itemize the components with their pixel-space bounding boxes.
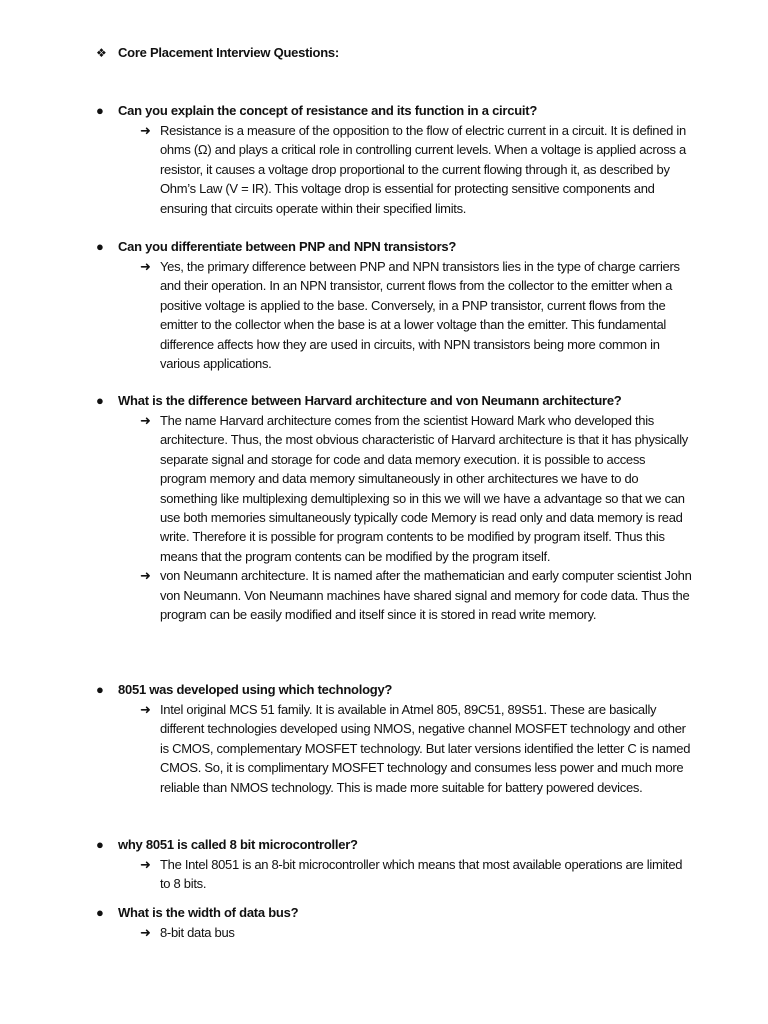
document-title: Core Placement Interview Questions:	[118, 45, 339, 60]
arrow-right-icon: ➜	[140, 925, 151, 940]
question-text: Can you explain the concept of resistance and its function in a circuit?	[118, 103, 538, 118]
answer-item	[140, 257, 692, 373]
question-text: why 8051 is called 8 bit microcontroller?	[118, 837, 358, 852]
answer-item	[140, 566, 692, 624]
question-heading	[96, 835, 736, 854]
answer-item	[140, 923, 692, 942]
bullet-icon: ●	[96, 103, 104, 118]
question-heading	[96, 903, 736, 922]
arrow-right-icon: ➜	[140, 857, 151, 872]
question-block	[96, 391, 736, 624]
question-text: 8051 was developed using which technology?	[118, 682, 393, 697]
question-text: What is the width of data bus?	[118, 905, 299, 920]
answer-text: Resistance is a measure of the opposition to the flow of electric current in a circuit. It is defined in ohms (Ω) and plays a critical role in controlling current levels. When a voltage is applied across a resistor, it causes a voltage drop proportional to the current flowing through it, as described by Ohm’s Law (V = IR). This voltage drop is essential for protecting sensitive components and ensuring that circuits operate within their specified limits.	[160, 123, 686, 216]
question-block	[96, 903, 736, 942]
bullet-icon: ●	[96, 837, 104, 852]
question-text: Can you differentiate between PNP and NPN transistors?	[118, 239, 457, 254]
arrow-right-icon: ➜	[140, 123, 151, 138]
arrow-right-icon: ➜	[140, 568, 151, 584]
answer-text: 8-bit data bus	[160, 925, 235, 940]
question-heading	[96, 237, 736, 256]
answer-text: The name Harvard architecture comes from the scientist Howard Mark who developed this architecture. Thus, the most obvious characteristic of Harvard architecture is that it has physically separate signal and storage for code and data memory execution. it is possible to access program memory and data memory simultaneously in other architectures we have to do something like multiplexing demultiplexing so in this we will we have a advantage so that we can use both memories simultaneously typically code Memory is read only and data memory is read write. Therefore it is possible for program contents to be modified by program itself. Thus this means that the program contents can be modified by the program itself.	[160, 413, 688, 564]
bullet-icon: ●	[96, 905, 104, 920]
diamond-bullet-icon: ❖	[96, 46, 107, 60]
answer-item	[140, 121, 692, 218]
answer-item	[140, 411, 692, 566]
question-heading	[96, 101, 736, 120]
question-heading	[96, 680, 736, 699]
answer-item	[140, 855, 692, 894]
question-heading	[96, 391, 736, 410]
question-text: What is the difference between Harvard architecture and von Neumann architecture?	[118, 393, 622, 408]
arrow-right-icon: ➜	[140, 413, 151, 428]
answer-text: The Intel 8051 is an 8-bit microcontroller which means that most available operations are limited to 8 bits.	[160, 857, 683, 892]
question-block	[96, 835, 736, 894]
arrow-right-icon: ➜	[140, 259, 151, 274]
bullet-icon: ●	[96, 682, 104, 697]
question-block	[96, 680, 736, 797]
document-title-row	[96, 43, 339, 63]
answer-item	[140, 700, 692, 797]
answer-text: von Neumann architecture. It is named after the mathematician and early computer scientist John von Neumann. Von Neumann machines have shared signal and memory for code data. Thus the program can be easily modified and itself since it is stored in read write memory.	[160, 568, 692, 623]
bullet-icon: ●	[96, 239, 104, 254]
question-block	[96, 101, 736, 218]
answer-text: Intel original MCS 51 family. It is available in Atmel 805, 89C51, 89S51. These are basically different technologies developed using NMOS, negative channel MOSFET technology and other is CMOS, complementary MOSFET technology. But later versions identified the letter C is named CMOS. So, it is complimentary MOSFET technology and consumes less power and much more reliable than NMOS technology. This is made more suitable for battery powered devices.	[160, 702, 691, 795]
arrow-right-icon: ➜	[140, 702, 151, 717]
bullet-icon: ●	[96, 393, 104, 408]
answer-text: Yes, the primary difference between PNP and NPN transistors lies in the type of charge carriers and their operation. In an NPN transistor, current flows from the collector to the emitter when a positive voltage is applied to the base. Conversely, in a PNP transistor, current flows from the emitter to the collector when the base is at a lower voltage than the emitter. This fundamental difference affects how they are used in circuits, with NPN transistors being more common in various applications.	[160, 259, 680, 372]
question-block	[96, 237, 736, 373]
